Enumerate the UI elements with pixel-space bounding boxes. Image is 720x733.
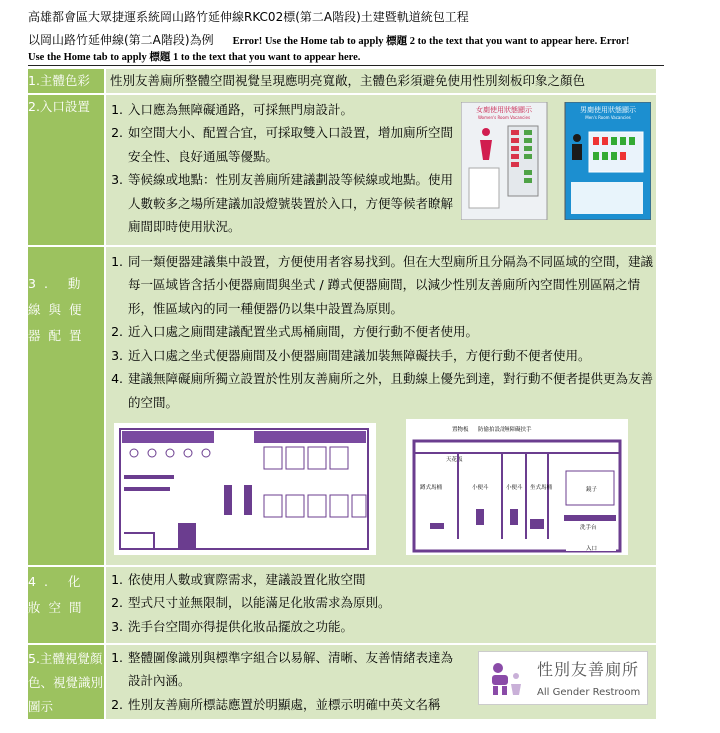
list-item: 3. 近入口處之坐式便器廁間及小便器廁間建議加裝無障礙扶手，方便行動不便者使用。 bbox=[111, 347, 591, 363]
logo-zh-text: 性別友善廁所 bbox=[537, 659, 640, 679]
header-error-2: Use the Home tab to apply 標題 1 to the text that you want to appear here. bbox=[28, 52, 361, 63]
header-rule bbox=[28, 65, 664, 66]
diagram-label: 小便斗 bbox=[472, 484, 489, 491]
women-sign-title: 女廁使用狀態顯示 bbox=[476, 105, 532, 114]
diagram-label: 小便斗 bbox=[506, 484, 523, 491]
row-content bbox=[105, 246, 656, 566]
list-item: 2. 型式尺寸並無限制，以能滿足化妝需求為原則。 bbox=[111, 595, 391, 610]
men-sign-sub: Men's Room Vacancies bbox=[585, 114, 631, 120]
row-label: 4. 化妝空間 bbox=[28, 566, 105, 644]
list-item: 2. 如空間大小、配置合宜，可採取雙入口設置，增加廁所空間安全性、良好通風等優點。 bbox=[111, 125, 454, 164]
diagram-label: 鏡子 bbox=[586, 486, 598, 493]
spec-table bbox=[28, 69, 656, 721]
list-item: 1. 入口應為無障礙通路，可採無門扇設計。 bbox=[111, 101, 354, 117]
list-item: 1. 同一類便器建議集中設置，方便使用者容易找到。但在大型廁所且分隔為不同區域的空間，建議每一區域皆含括小便器廁間與坐式 / 蹲式便器廁間，以減少性別友善廁所內空間性別區隔之情形，惟區域內的同一種便器仍以集中設置為原則。 bbox=[111, 253, 654, 316]
list-item: 4. 建議無障礙廁所獨立設置於性別友善廁所之外，且動線上優先到達，對行動不便者提供更為友善的空間。 bbox=[111, 371, 654, 410]
diagram-label: 天花板 bbox=[446, 456, 463, 463]
men-sign-title: 男廁使用狀態顯示 bbox=[580, 105, 636, 114]
list-item: 2. 性別友善廁所標誌應置於明顯處，並標示明確中英文名稱 bbox=[111, 696, 441, 712]
diagram-label: 蹲式馬桶 bbox=[420, 484, 443, 491]
elevation-diagram-image bbox=[406, 419, 628, 555]
row-label: 2.入口設置 bbox=[28, 94, 105, 246]
all-gender-logo bbox=[478, 651, 648, 705]
header-prefix: 以岡山路竹延伸線(第二A階段)為例 bbox=[28, 33, 214, 47]
list-item: 性別友善廁所整體空間視覺呈現應明亮寬敞，主體色彩須避免使用性別刻板印象之顏色 bbox=[110, 73, 586, 88]
header-error-1: Error! Use the Home tab to apply 標題 2 to the text that you want to appear here. Error! bbox=[232, 36, 630, 47]
diagram-label: 置物板 bbox=[452, 426, 469, 433]
list-item: 3. 洗手台空間亦得提供化妝品擺放之功能。 bbox=[111, 618, 354, 634]
list-item: 3. 等候線或地點：性別友善廁所建議劃設等候線或地點。使用人數較多之場所建議加設燈號裝置於入口，方便等候者瞭解廁間即時使用狀況。 bbox=[111, 172, 454, 234]
vacancy-signs-image bbox=[461, 102, 651, 220]
floor-plan-image bbox=[114, 423, 376, 555]
row-label: 3. 動線與便器配置 bbox=[28, 246, 105, 566]
header-line-2 bbox=[28, 31, 629, 48]
women-sign-sub: Women's Room Vacancies bbox=[477, 114, 531, 120]
row-content bbox=[105, 69, 656, 94]
logo-en-text: All Gender Restroom bbox=[537, 686, 641, 698]
row-content bbox=[105, 566, 656, 644]
table-row bbox=[28, 644, 656, 720]
row-content bbox=[105, 94, 656, 246]
restroom-logo-icon bbox=[489, 662, 525, 696]
table-row bbox=[28, 566, 656, 644]
row-label: 5.主體視覺顏色、視覺識別圖示 bbox=[28, 644, 105, 720]
list-item: 2. 近入口處之廁間建議配置坐式馬桶廁間，方便行動不便者使用。 bbox=[111, 324, 479, 339]
diagram-label: 防偷拍設計 bbox=[478, 426, 506, 433]
table-row bbox=[28, 246, 656, 566]
diagram-label: 入口 bbox=[586, 545, 598, 552]
diagram-label: 洗手台 bbox=[580, 524, 597, 531]
diagram-label: 坐式馬桶 bbox=[530, 484, 553, 491]
row-content bbox=[105, 644, 656, 720]
header-line-3 bbox=[28, 49, 360, 64]
row-label: 1.主體色彩 bbox=[28, 69, 105, 94]
list-item: 1. 依使用人數或實際需求，建議設置化妝空間 bbox=[111, 571, 366, 587]
diagram-label: 無障礙扶手 bbox=[504, 426, 532, 433]
list-item: 1. 整體圖像識別與標準字組合以易解、清晰、友善情緒表達為設計內涵。 bbox=[111, 649, 454, 688]
table-row bbox=[28, 69, 656, 94]
table-row bbox=[28, 94, 656, 246]
document-title: 高雄都會區大眾捷運系統岡山路竹延伸線RKC02標(第二A階段)土建暨軌道統包工程 bbox=[28, 10, 469, 24]
